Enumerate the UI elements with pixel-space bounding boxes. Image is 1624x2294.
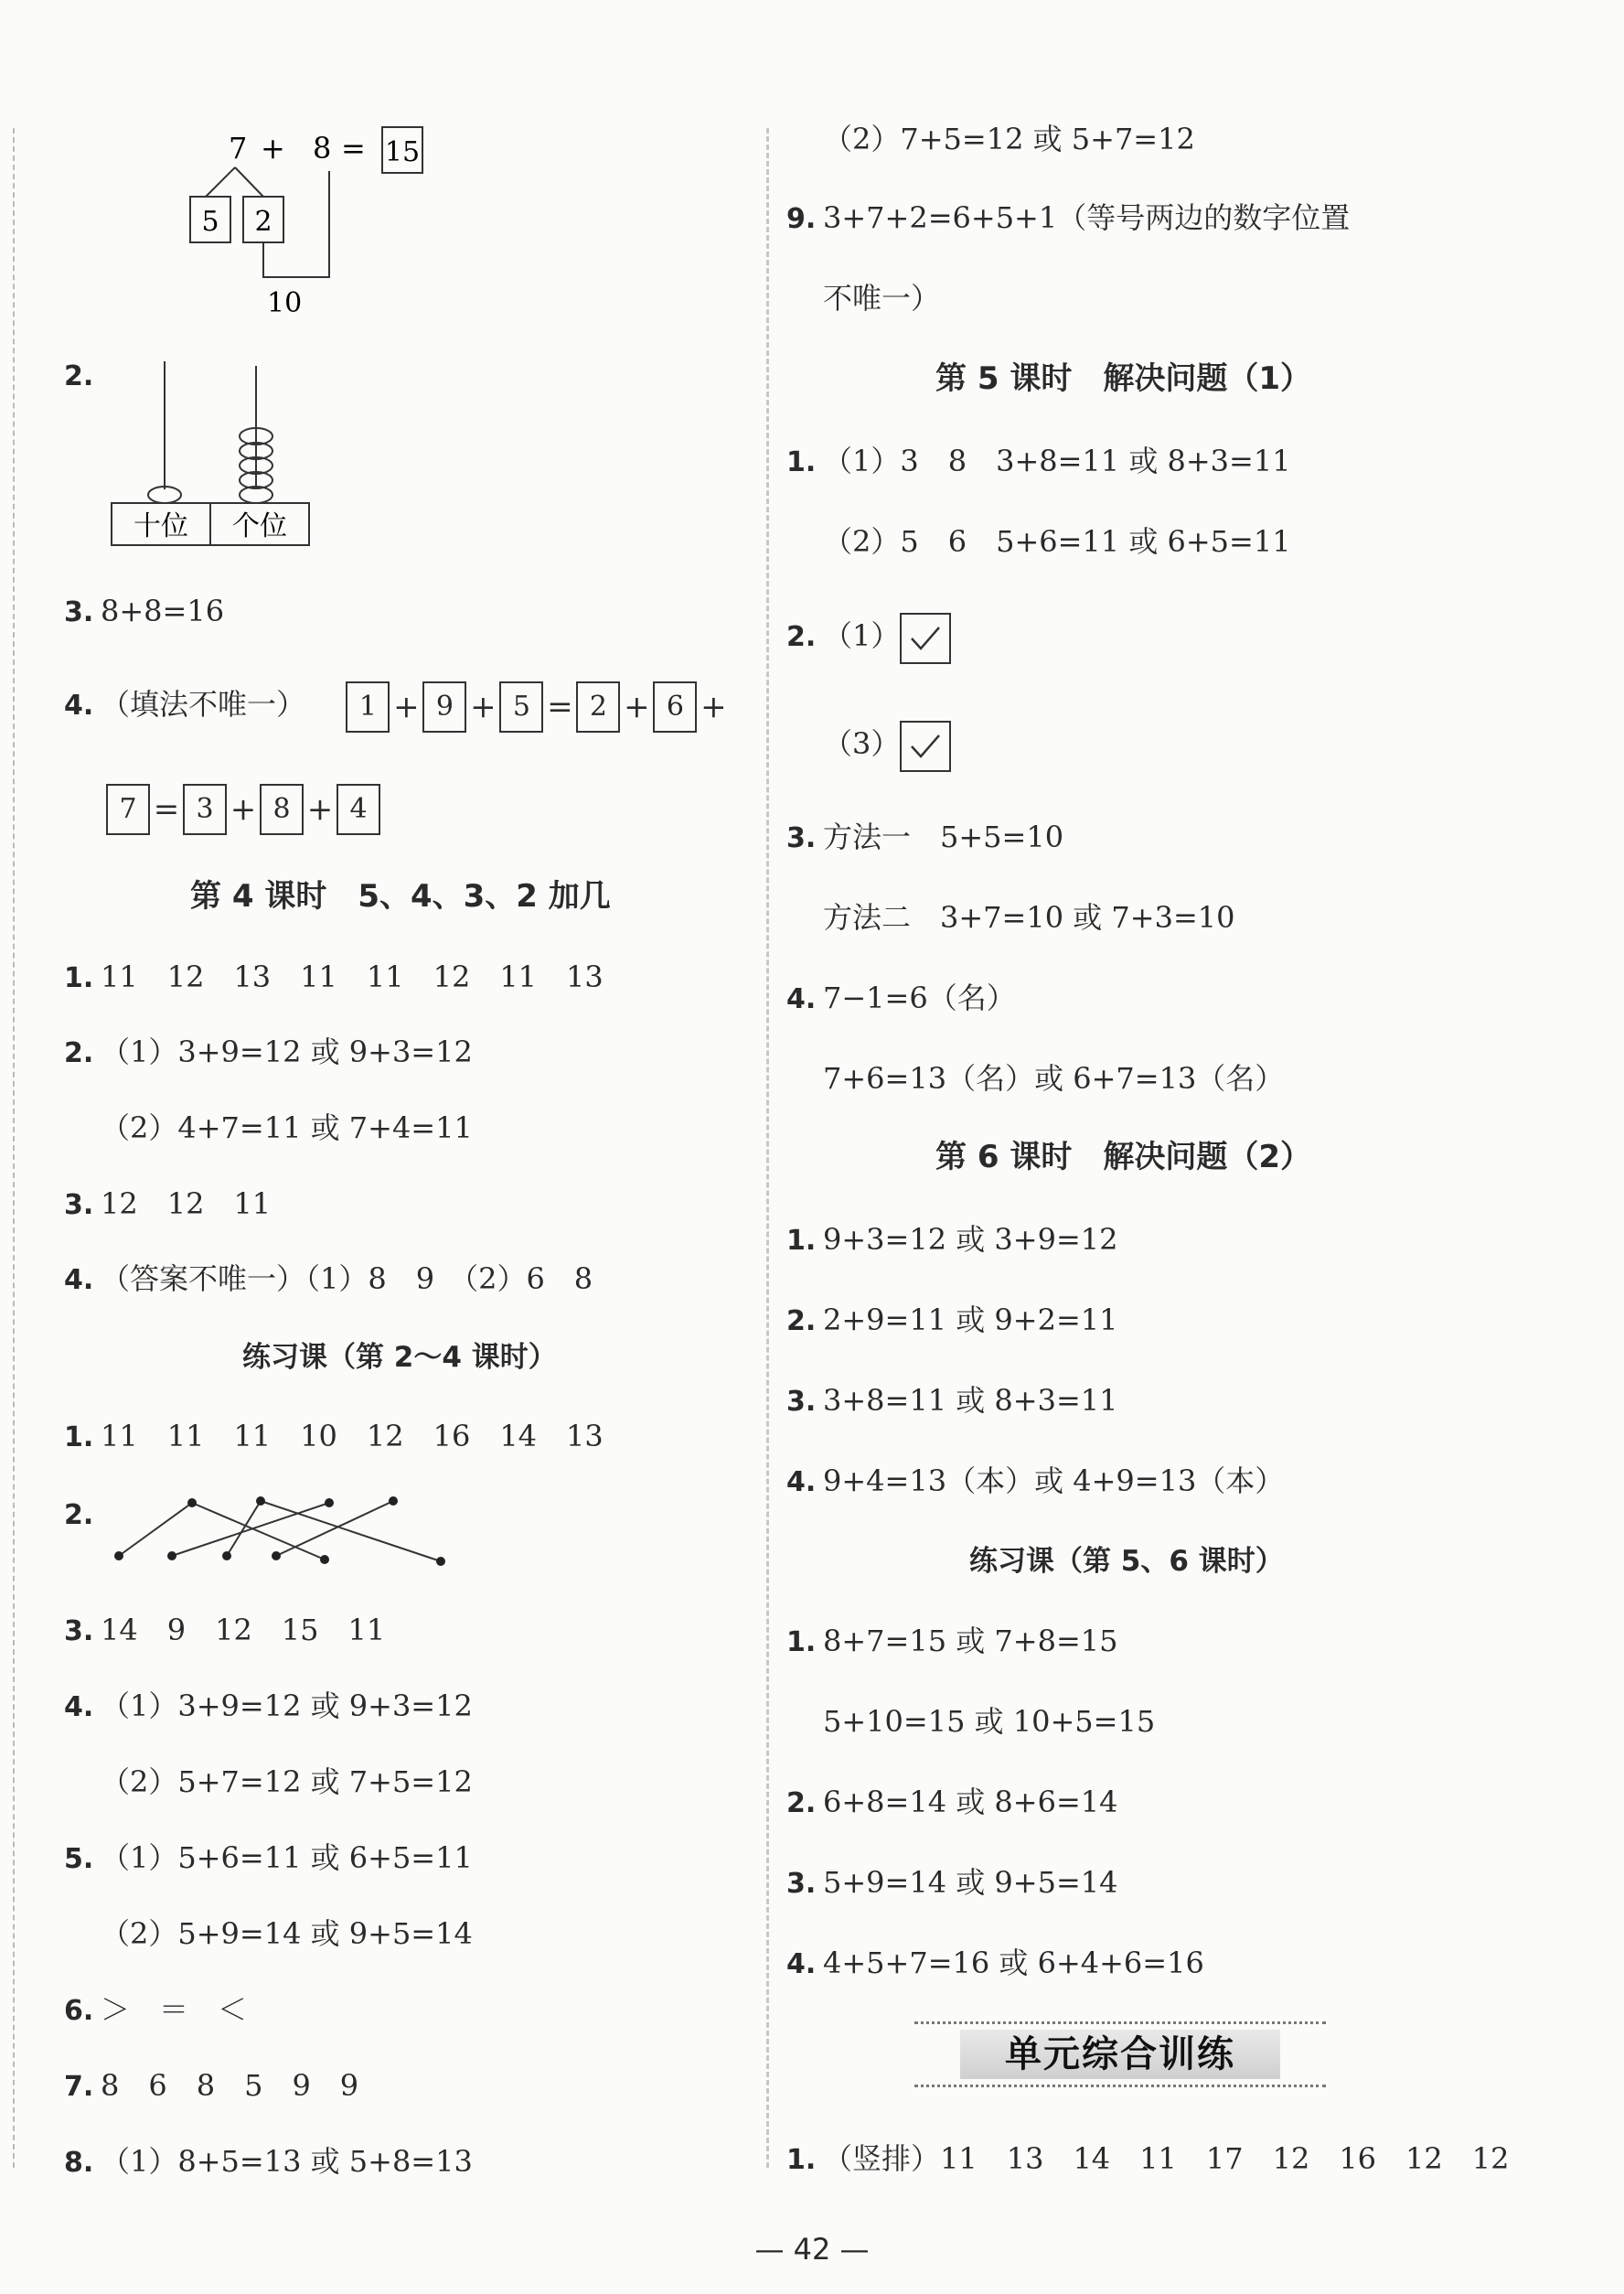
question-number: 3.	[786, 1868, 817, 1900]
match-dot	[272, 1551, 281, 1560]
answer-text: 6+8=14 或 8+6=14	[823, 1785, 1118, 1819]
answer-text: （答案不唯一）（1）8 9 （2）6 8	[101, 1261, 593, 1296]
answer-text: （竖排）11 13 14 11 17 12 16 12 12	[823, 2141, 1510, 2176]
answer-text: 4+5+7=16 或 6+4+6=16	[823, 1946, 1204, 1980]
ten-bracket	[263, 171, 329, 277]
equals-sign: =	[153, 790, 180, 828]
answer-text: 12 12 11	[101, 1186, 272, 1221]
checkmark-box	[900, 721, 951, 772]
answer-line	[786, 980, 1016, 1018]
question-number: 2.	[786, 1787, 817, 1819]
answer-line	[64, 1260, 593, 1299]
answer-text: 不唯一）	[823, 281, 941, 316]
question-4-row-1	[64, 677, 730, 732]
question-number: 9.	[786, 203, 817, 235]
match-line	[261, 1501, 441, 1561]
question-4-row-2	[106, 779, 380, 834]
matching-lines-diagram	[101, 1486, 448, 1569]
question-number: 3.	[786, 1386, 817, 1418]
answer-line	[64, 1763, 473, 1800]
plus-sign: +	[230, 790, 257, 828]
answer-line	[786, 523, 1291, 560]
answer-text: （1）5+6=11 或 6+5=11	[101, 1840, 473, 1875]
checkmark-icon	[909, 624, 942, 653]
answer-text: （2）5+7=12 或 7+5=12	[101, 1764, 473, 1799]
answer-line	[64, 1612, 385, 1650]
answer-box: 4	[337, 784, 380, 835]
answer-box: 7	[106, 784, 150, 835]
question-2	[64, 357, 101, 395]
ten-label: 10	[267, 287, 303, 319]
answer-line	[786, 899, 1234, 936]
answer-text: （1）3 8 3+8=11 或 8+3=11	[823, 444, 1291, 478]
answer-box: 6	[653, 681, 697, 733]
answer-line	[64, 1991, 247, 2030]
question-number: 2.	[786, 621, 817, 653]
answer-line	[786, 1060, 1284, 1097]
answer-box: 3	[183, 784, 227, 835]
answer-line	[64, 2067, 358, 2106]
section-heading-lesson-5: 第 5 课时 解决问题（1）	[935, 360, 1311, 397]
plus-sign: +	[470, 688, 497, 725]
left-margin-divider	[13, 128, 15, 2168]
split-line-right	[235, 167, 263, 197]
match-dot	[114, 1551, 123, 1560]
answer-text: 11 12 13 11 11 12 11 13	[101, 959, 604, 994]
addend-a: 7	[229, 131, 248, 166]
match-line	[276, 1501, 393, 1556]
answer-text: （1）	[823, 618, 901, 653]
equals-sign: =	[341, 131, 366, 166]
answer-line	[786, 608, 951, 663]
answer-line	[786, 1945, 1204, 1983]
checkmark-box	[900, 613, 951, 664]
unit-title: 单元综合训练	[1005, 2033, 1235, 2075]
plus-sign: +	[624, 688, 650, 725]
answer-box: 2	[576, 681, 620, 733]
question-number: 4.	[64, 1264, 94, 1296]
question-number: 4.	[786, 1466, 817, 1498]
answer-box: 8	[260, 784, 304, 835]
match-dot	[256, 1496, 265, 1506]
question-number: 4.	[64, 1691, 94, 1723]
question-number: 6.	[64, 1995, 94, 2027]
split-value-1: 5	[201, 206, 219, 238]
question-number: 7.	[64, 2071, 94, 2103]
match-dot	[325, 1498, 334, 1507]
answer-line	[786, 1864, 1117, 1903]
match-dot	[187, 1498, 197, 1507]
answer-line	[64, 1915, 473, 1952]
question-number: 3.	[786, 822, 817, 854]
question-number: 1.	[786, 1225, 817, 1257]
answer-text: 9+3=12 或 3+9=12	[823, 1222, 1118, 1257]
answer-line	[786, 1382, 1117, 1420]
answer-text: 2+9=11 或 9+2=11	[823, 1302, 1118, 1337]
answer-line	[786, 1623, 1117, 1661]
section-heading-lesson-6: 第 6 课时 解决问题（2）	[935, 1139, 1311, 1175]
question-number: 2.	[64, 1037, 94, 1069]
section-heading-lesson-4: 第 4 课时 5、4、3、2 加几	[190, 878, 611, 915]
split-value-2: 2	[254, 206, 272, 238]
page-number: — 42 —	[754, 2232, 870, 2267]
answer-text: （2）4+7=11 或 7+4=11	[101, 1110, 473, 1145]
answer-line	[64, 1688, 473, 1726]
question-number: 3.	[64, 1189, 94, 1221]
answer-text: （1）3+9=12 或 9+3=12	[101, 1688, 473, 1723]
answer-text: （3）	[823, 726, 901, 761]
match-dot	[389, 1496, 398, 1506]
answer-line	[64, 959, 604, 997]
question-number: 3.	[64, 1615, 94, 1647]
split-line-left	[206, 167, 235, 197]
make-ten-diagram	[119, 123, 448, 320]
answer-text: 7−1=6（名）	[823, 981, 1016, 1015]
question-number: 8.	[64, 2147, 94, 2179]
answer-text: （2）5 6 5+6=11 或 6+5=11	[823, 524, 1291, 559]
answer-text: 9+4=13（本）或 4+9=13（本）	[823, 1463, 1285, 1498]
question-number: 5.	[64, 1843, 94, 1875]
answer-text: 7+6=13（名）或 6+7=13（名）	[823, 1061, 1285, 1096]
answer-line	[64, 1495, 101, 1534]
question-number: 2.	[64, 1499, 94, 1531]
question-number: 1.	[786, 2144, 817, 2176]
equals-sign: =	[547, 688, 573, 725]
answer-line	[64, 2143, 473, 2181]
answer-text: （1）8+5=13 或 5+8=13	[101, 2144, 473, 2179]
question-number: 2.	[786, 1305, 817, 1337]
answer-text: 8+8=16	[101, 594, 225, 628]
addend-b: 8	[313, 131, 332, 166]
answer-line	[786, 280, 940, 316]
answer-text: 3+8=11 或 8+3=11	[823, 1383, 1118, 1418]
match-dot	[436, 1557, 445, 1566]
plus-sign: +	[700, 688, 727, 725]
answer-box: 5	[499, 681, 543, 733]
question-3	[64, 593, 224, 631]
plus-sign: +	[306, 790, 334, 828]
answer-box: 1	[346, 681, 390, 733]
question-number: 1.	[64, 962, 94, 994]
match-dot	[320, 1555, 329, 1564]
plus-sign: +	[393, 688, 420, 725]
answer-line	[786, 819, 1063, 857]
answer-line	[786, 443, 1291, 481]
answer-line	[786, 1703, 1155, 1740]
question-number: 2.	[64, 360, 94, 392]
question-number: 4.	[64, 690, 94, 722]
answer-line	[786, 121, 1195, 157]
match-dot	[167, 1551, 176, 1560]
answer-text: 14 9 12 15 11	[101, 1613, 386, 1647]
answer-text: （2）5+9=14 或 9+5=14	[101, 1916, 473, 1951]
answer-text: （1）3+9=12 或 9+3=12	[101, 1034, 473, 1069]
question-number: 4.	[786, 983, 817, 1015]
question-note: （填法不唯一）	[101, 687, 306, 722]
question-number: 1.	[64, 1421, 94, 1453]
section-heading-practice-1: 练习课（第 2～4 课时）	[242, 1341, 557, 1374]
answer-line	[64, 1185, 271, 1224]
answer-text: 5+10=15 或 10+5=15	[823, 1704, 1156, 1739]
answer-line	[786, 1302, 1117, 1340]
answer-text: 方法一 5+5=10	[823, 820, 1064, 854]
answer-line	[786, 1463, 1284, 1501]
abacus-diagram	[110, 361, 329, 549]
result-value: 15	[384, 136, 421, 168]
answer-box: 9	[422, 681, 466, 733]
tens-label: 十位	[134, 510, 188, 542]
answer-line	[786, 199, 1350, 238]
answer-line	[786, 2140, 1509, 2179]
ones-label: 个位	[232, 510, 287, 542]
question-number: 4.	[786, 1948, 817, 1980]
answer-line	[64, 1109, 473, 1146]
answer-line	[64, 1839, 473, 1878]
match-line	[172, 1503, 329, 1556]
answer-text: 方法二 3+7=10 或 7+3=10	[823, 900, 1235, 935]
answer-text: 3+7+2=6+5+1（等号两边的数字位置	[823, 200, 1351, 235]
answer-text: 5+9=14 或 9+5=14	[823, 1865, 1118, 1900]
column-divider	[766, 128, 769, 2168]
checkmark-icon	[909, 732, 942, 761]
section-heading-practice-2: 练习课（第 5、6 课时）	[969, 1545, 1284, 1578]
answer-text: 8+7=15 或 7+8=15	[823, 1624, 1118, 1658]
answer-text: ＞ ＝ ＜	[101, 1992, 248, 2027]
answer-text: （2）7+5=12 或 5+7=12	[823, 122, 1195, 156]
answer-line	[786, 716, 951, 771]
answer-line	[64, 1418, 604, 1456]
match-line	[119, 1503, 192, 1556]
match-dot	[222, 1551, 231, 1560]
answer-text: 8 6 8 5 9 9	[101, 2068, 359, 2103]
unit-review-banner	[914, 2021, 1326, 2087]
answer-line	[786, 1784, 1117, 1822]
question-number: 1.	[786, 446, 817, 478]
answer-line	[786, 1221, 1117, 1260]
answer-line	[64, 1034, 473, 1072]
question-number: 1.	[786, 1626, 817, 1658]
question-number: 3.	[64, 596, 94, 628]
plus-sign: +	[261, 131, 285, 166]
answer-text: 11 11 11 10 12 16 14 13	[101, 1419, 604, 1453]
